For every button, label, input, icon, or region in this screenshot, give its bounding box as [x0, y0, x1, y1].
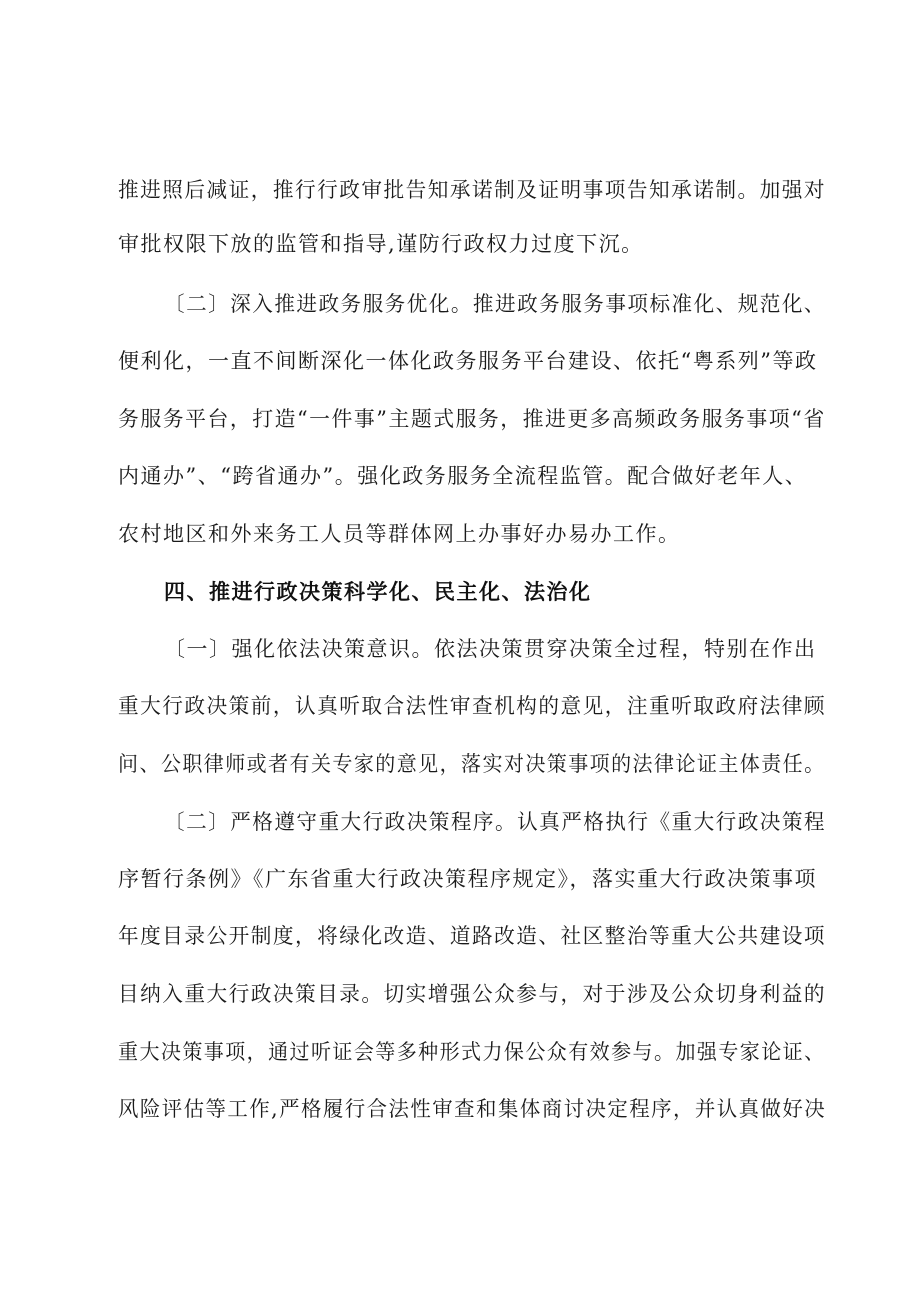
paragraph-line: 目纳入重大行政决策目录。切实增强公众参与，对于涉及公众切身利益的 [118, 982, 826, 1006]
paragraph-line: 内通办”、“跨省通办”。强化政务服务全流程监管。配合做好老年人、 [118, 464, 808, 488]
paragraph-line: 风险评估等工作,严格履行合法性审查和集体商讨决定程序，并认真做好决 [118, 1097, 827, 1121]
paragraph-line: 〔一〕强化依法决策意识。依法决策贯穿决策全过程，特别在作出 [164, 637, 817, 661]
section-heading: 四、推进行政决策科学化、民主化、法治化 [164, 580, 592, 604]
paragraph-line: 审批权限下放的监管和指导,谨防行政权力过度下沉。 [118, 232, 644, 256]
paragraph-line: 推进照后减证，推行行政审批告知承诺制及证明事项告知承诺制。加强对 [118, 178, 826, 202]
paragraph-line: 〔二〕严格遵守重大行政决策程序。认真严格执行《重大行政决策程 [164, 810, 826, 834]
paragraph-line: 重大行政决策前，认真听取合法性审查机构的意见，注重听取政府法律顾 [118, 694, 826, 718]
paragraph-line: 问、公职律师或者有关专家的意见，落实对决策事项的法律论证主体责任。 [118, 752, 826, 776]
paragraph-line: 便利化，一直不间断深化一体化政务服务平台建设、依托“粤系列”等政 [118, 349, 818, 373]
paragraph-line: 序暂行条例》《广东省重大行政决策程序规定》，落实重大行政决策事项 [118, 867, 817, 891]
paragraph-line: 年度目录公开制度，将绿化改造、道路改造、社区整治等重大公共建设项 [118, 924, 826, 948]
paragraph-line: 重大决策事项，通过听证会等多种形式力保公众有效参与。加强专家论证、 [118, 1040, 826, 1064]
paragraph-line: 务服务平台，打造“一件事”主题式服务，推进更多高频政务服务事项“省 [118, 407, 826, 431]
paragraph-line: 〔二〕深入推进政务服务优化。推进政务服务事项标准化、规范化、 [164, 292, 826, 316]
paragraph-line: 农村地区和外来务工人员等群体网上办事好办易办工作。 [118, 522, 681, 546]
